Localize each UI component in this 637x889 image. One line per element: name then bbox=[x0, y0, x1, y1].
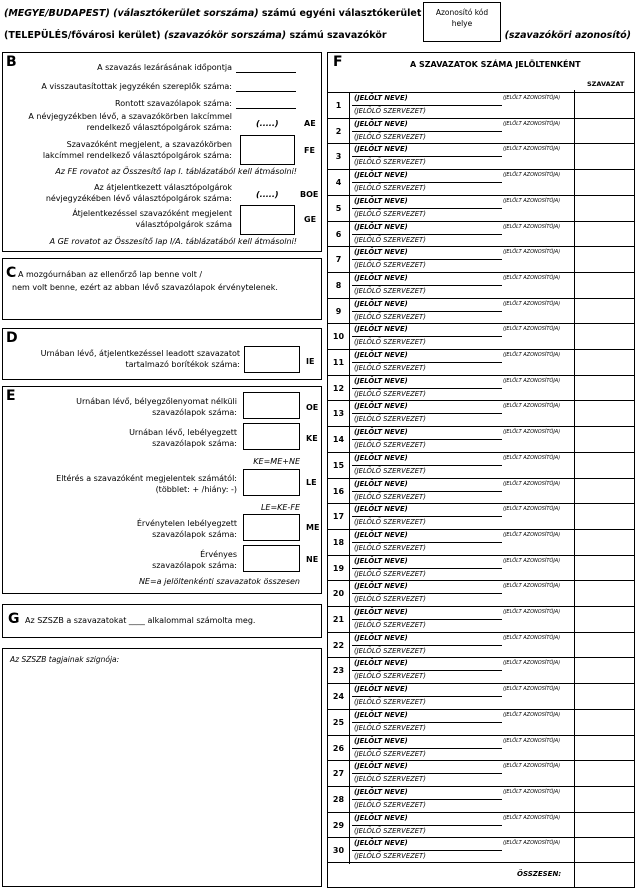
ke-code: KE bbox=[306, 434, 318, 443]
ke-label-1: Urnában lévő, lebélyegzett bbox=[129, 428, 237, 437]
oe-code: OE bbox=[306, 403, 319, 412]
nominating-organization[interactable]: (JELÖLŐ SZERVEZET) bbox=[354, 466, 426, 475]
row-divider bbox=[352, 748, 502, 749]
row-number: 15 bbox=[328, 453, 350, 479]
row-number: 6 bbox=[328, 222, 350, 248]
vote-count-field[interactable] bbox=[574, 350, 635, 376]
nominating-organization[interactable]: (JELÖLŐ SZERVEZET) bbox=[354, 775, 426, 784]
vote-count-field[interactable] bbox=[574, 93, 635, 119]
candidate-name[interactable]: (JELÖLT NEVE) bbox=[354, 762, 408, 771]
id-code-box bbox=[423, 2, 501, 42]
candidate-name[interactable]: (JELÖLT NEVE) bbox=[354, 119, 408, 128]
row-divider bbox=[352, 362, 502, 363]
vote-count-field[interactable] bbox=[574, 376, 635, 402]
me-input-box[interactable] bbox=[243, 514, 300, 541]
candidate-name[interactable]: (JELÖLT NEVE) bbox=[354, 633, 408, 642]
nominating-organization[interactable]: (JELÖLŐ SZERVEZET) bbox=[354, 723, 426, 732]
nominating-organization[interactable]: (JELÖLŐ SZERVEZET) bbox=[354, 132, 426, 141]
candidate-id[interactable]: (JELÖLT AZONOSÍTÓJA) bbox=[503, 326, 561, 333]
vote-count-field[interactable] bbox=[574, 607, 635, 633]
row-divider bbox=[352, 208, 502, 209]
nominating-organization[interactable]: (JELÖLŐ SZERVEZET) bbox=[354, 518, 426, 527]
fe-label-1: Szavazóként megjelent, a szavazókörben bbox=[66, 140, 232, 149]
boe-label-1: Az átjelentkezett választópolgárok bbox=[94, 183, 232, 192]
candidate-row bbox=[328, 529, 635, 555]
ge-code: GE bbox=[304, 215, 317, 224]
vote-count-field[interactable] bbox=[574, 838, 635, 864]
ge-input-box[interactable] bbox=[240, 205, 295, 235]
closing-time-label: A szavazás lezárásának időpontja bbox=[97, 63, 232, 72]
candidate-id[interactable]: (JELÖLT AZONOSÍTÓJA) bbox=[503, 763, 561, 770]
ie-code: IE bbox=[306, 357, 315, 366]
candidate-id[interactable]: (JELÖLT AZONOSÍTÓJA) bbox=[503, 120, 561, 127]
candidate-id[interactable]: (JELÖLT AZONOSÍTÓJA) bbox=[503, 480, 561, 487]
me-label-1: Érvénytelen lebélyegzett bbox=[136, 519, 237, 528]
fe-input-box[interactable] bbox=[240, 135, 295, 165]
vote-count-field[interactable] bbox=[574, 813, 635, 839]
candidate-id[interactable]: (JELÖLT AZONOSÍTÓJA) bbox=[503, 788, 561, 795]
candidate-row bbox=[328, 709, 635, 735]
candidate-id[interactable]: (JELÖLT AZONOSÍTÓJA) bbox=[503, 249, 561, 256]
candidate-name[interactable]: (JELÖLT NEVE) bbox=[354, 94, 408, 102]
row-divider bbox=[352, 388, 502, 389]
candidate-name[interactable]: (JELÖLT NEVE) bbox=[354, 582, 408, 591]
row-number: 23 bbox=[328, 658, 350, 684]
row-divider bbox=[352, 645, 502, 646]
row-number: 10 bbox=[328, 324, 350, 350]
row-divider bbox=[352, 722, 502, 723]
oe-input-box[interactable] bbox=[243, 392, 300, 419]
candidate-name[interactable]: (JELÖLT NEVE) bbox=[354, 453, 408, 462]
candidate-name[interactable]: (JELÖLT NEVE) bbox=[354, 402, 408, 411]
vote-count-field[interactable] bbox=[574, 273, 635, 299]
total-vote-field[interactable] bbox=[575, 863, 634, 887]
nominating-organization[interactable]: (JELÖLŐ SZERVEZET) bbox=[354, 621, 426, 629]
row-divider bbox=[352, 696, 502, 697]
candidate-id[interactable]: (JELÖLT AZONOSÍTÓJA) bbox=[503, 197, 561, 204]
le-input-box[interactable] bbox=[243, 469, 300, 496]
candidate-id[interactable]: (JELÖLT AZONOSÍTÓJA) bbox=[503, 454, 561, 461]
row-number: 19 bbox=[328, 556, 350, 582]
row-number: 26 bbox=[328, 736, 350, 762]
settlement-placeholder: (TELEPÜLÉS/fővárosi kerület) bbox=[4, 30, 161, 41]
nominating-organization[interactable]: (JELÖLŐ SZERVEZET) bbox=[354, 543, 426, 552]
candidate-row bbox=[328, 400, 635, 426]
nominating-organization[interactable]: (JELÖLŐ SZERVEZET) bbox=[354, 826, 426, 835]
spoiled-label: Rontott szavazólapok száma: bbox=[115, 99, 232, 108]
candidate-name[interactable]: (JELÖLT NEVE) bbox=[354, 505, 408, 514]
ae-label-2: rendelkező választópolgárok száma: bbox=[86, 123, 232, 132]
vote-count-field[interactable] bbox=[574, 633, 635, 659]
vote-count-field[interactable] bbox=[574, 427, 635, 453]
candidate-id[interactable]: (JELÖLT AZONOSÍTÓJA) bbox=[503, 274, 561, 281]
row-divider bbox=[352, 311, 502, 312]
candidate-id[interactable]: (JELÖLT AZONOSÍTÓJA) bbox=[503, 377, 561, 384]
row-divider bbox=[352, 568, 502, 569]
ne-label-2: szavazólapok száma: bbox=[152, 561, 237, 570]
row-number: 20 bbox=[328, 581, 350, 607]
nominating-organization[interactable]: (JELÖLŐ SZERVEZET) bbox=[354, 389, 426, 398]
section-c-text-2: nem volt benne, ezért az abban lévő szavazólapok érvénytelenek. bbox=[12, 283, 278, 292]
row-number: 2 bbox=[328, 119, 350, 145]
candidate-id[interactable]: (JELÖLT AZONOSÍTÓJA) bbox=[503, 352, 561, 358]
candidate-row bbox=[328, 323, 635, 349]
candidate-row bbox=[328, 452, 635, 478]
fe-label-2: lakcímmel rendelkező választópolgárok száma: bbox=[42, 151, 232, 160]
section-g-letter: G bbox=[8, 611, 20, 627]
id-box-line-2: helye bbox=[451, 19, 473, 28]
candidate-id[interactable]: (JELÖLT AZONOSÍTÓJA) bbox=[503, 686, 561, 693]
signature-box[interactable] bbox=[2, 648, 322, 887]
candidate-row bbox=[328, 837, 635, 863]
candidate-row bbox=[328, 812, 635, 838]
candidate-id[interactable]: (JELÖLT AZONOSÍTÓJA) bbox=[503, 660, 561, 667]
candidate-row bbox=[328, 786, 635, 812]
nominating-organization[interactable]: (JELÖLŐ SZERVEZET) bbox=[354, 672, 426, 681]
le-label-2: (többlet: + /hiány: -) bbox=[155, 485, 237, 494]
candidate-row bbox=[328, 735, 635, 761]
nominating-organization[interactable]: (JELÖLŐ SZERVEZET) bbox=[354, 415, 426, 424]
row-divider bbox=[352, 182, 502, 183]
candidate-id[interactable]: (JELÖLT AZONOSÍTÓJA) bbox=[503, 737, 561, 744]
ae-value[interactable]: (.....) bbox=[256, 119, 279, 128]
row-divider bbox=[352, 491, 502, 492]
candidate-id[interactable]: (JELÖLT AZONOSÍTÓJA) bbox=[503, 403, 561, 410]
row-divider bbox=[352, 439, 502, 440]
row-number: 25 bbox=[328, 710, 350, 736]
row-divider bbox=[352, 285, 502, 286]
fe-code: FE bbox=[304, 146, 315, 155]
rejected-field[interactable] bbox=[236, 91, 296, 92]
row-divider bbox=[352, 825, 502, 826]
candidate-name[interactable]: (JELÖLT NEVE) bbox=[354, 351, 408, 359]
vote-count-field[interactable] bbox=[574, 196, 635, 222]
nominating-organization[interactable]: (JELÖLŐ SZERVEZET) bbox=[354, 569, 426, 578]
row-number: 22 bbox=[328, 633, 350, 659]
vote-count-field[interactable] bbox=[574, 119, 635, 145]
row-number: 3 bbox=[328, 144, 350, 170]
vote-count-field[interactable] bbox=[574, 504, 635, 530]
candidate-name[interactable]: (JELÖLT NEVE) bbox=[354, 299, 408, 308]
candidate-id[interactable]: (JELÖLT AZONOSÍTÓJA) bbox=[503, 583, 561, 590]
row-number: 11 bbox=[328, 350, 350, 376]
row-divider bbox=[352, 234, 502, 235]
row-divider bbox=[352, 799, 502, 800]
vote-count-field[interactable] bbox=[574, 684, 635, 710]
district-label: számú egyéni választókerület bbox=[261, 8, 422, 19]
nominating-organization[interactable]: (JELÖLŐ SZERVEZET) bbox=[354, 852, 426, 861]
ke-input-box[interactable] bbox=[243, 423, 300, 450]
vote-count-field[interactable] bbox=[574, 324, 635, 350]
row-number: 21 bbox=[328, 607, 350, 633]
vote-count-field[interactable] bbox=[574, 581, 635, 607]
nominating-organization[interactable]: (JELÖLŐ SZERVEZET) bbox=[354, 595, 426, 604]
vote-count-field[interactable] bbox=[574, 736, 635, 762]
candidate-name[interactable]: (JELÖLT NEVE) bbox=[354, 710, 408, 719]
vote-count-field[interactable] bbox=[574, 658, 635, 684]
candidate-row bbox=[328, 92, 635, 118]
ae-code: AE bbox=[304, 119, 316, 128]
candidate-id[interactable]: (JELÖLT AZONOSÍTÓJA) bbox=[503, 711, 561, 718]
ie-input-box[interactable] bbox=[244, 346, 300, 373]
nominating-organization[interactable]: (JELÖLŐ SZERVEZET) bbox=[354, 158, 426, 167]
candidate-name[interactable]: (JELÖLT NEVE) bbox=[354, 556, 408, 565]
candidate-row bbox=[328, 503, 635, 529]
candidate-name[interactable]: (JELÖLT NEVE) bbox=[354, 428, 408, 437]
candidate-row bbox=[328, 246, 635, 272]
oe-label-2: szavazólapok száma: bbox=[152, 408, 237, 417]
vote-count-field[interactable] bbox=[574, 787, 635, 813]
candidate-id[interactable]: (JELÖLT AZONOSÍTÓJA) bbox=[503, 95, 561, 101]
candidate-name[interactable]: (JELÖLT NEVE) bbox=[354, 171, 408, 180]
row-number: 18 bbox=[328, 530, 350, 556]
row-number: 30 bbox=[328, 838, 350, 864]
vote-count-field[interactable] bbox=[574, 479, 635, 505]
nominating-organization[interactable]: (JELÖLŐ SZERVEZET) bbox=[354, 184, 426, 193]
vote-column-header: SZAVAZAT bbox=[587, 80, 625, 88]
row-number: 27 bbox=[328, 761, 350, 787]
candidate-row bbox=[328, 632, 635, 658]
nominating-organization[interactable]: (JELÖLŐ SZERVEZET) bbox=[354, 749, 426, 758]
district-number-placeholder: (választókerület sorszáma) bbox=[113, 8, 259, 19]
nominating-organization[interactable]: (JELÖLŐ SZERVEZET) bbox=[354, 312, 426, 321]
row-number: 13 bbox=[328, 401, 350, 427]
total-label: ÖSSZESEN: bbox=[517, 870, 562, 878]
row-number: 28 bbox=[328, 787, 350, 813]
le-formula: LE=KE-FE bbox=[260, 503, 300, 512]
candidate-id[interactable]: (JELÖLT AZONOSÍTÓJA) bbox=[503, 557, 561, 564]
signature-label: Az SZSZB tagjainak szignója: bbox=[10, 655, 120, 664]
row-divider bbox=[352, 131, 502, 132]
ge-note: A GE rovatot az Összesítő lap I/A. táblázatából kell átmásolni! bbox=[49, 237, 297, 246]
candidate-row bbox=[328, 478, 635, 504]
rejected-label: A visszautasítottak jegyzékén szereplők száma: bbox=[41, 82, 232, 91]
boe-code: BOE bbox=[300, 190, 319, 199]
candidate-name[interactable]: (JELÖLT NEVE) bbox=[354, 608, 408, 616]
section-e-letter: E bbox=[6, 388, 16, 404]
ke-formula: KE=ME+NE bbox=[253, 457, 300, 466]
candidate-row bbox=[328, 169, 635, 195]
candidate-name[interactable]: (JELÖLT NEVE) bbox=[354, 248, 408, 257]
candidate-name[interactable]: (JELÖLT NEVE) bbox=[354, 736, 408, 745]
le-code: LE bbox=[306, 478, 317, 487]
candidate-row bbox=[328, 555, 635, 581]
ae-label-1: A névjegyzékben lévő, a szavazókörben lakcímmel bbox=[28, 112, 232, 121]
vote-count-field[interactable] bbox=[574, 710, 635, 736]
row-number: 8 bbox=[328, 273, 350, 299]
section-f-title: A SZAVAZATOK SZÁMA JELÖLTENKÉNT bbox=[410, 60, 581, 69]
ge-label-1: Átjelentkezéssel szavazóként megjelent bbox=[72, 209, 232, 218]
ne-note: NE=a jelöltenkénti szavazatok összesen bbox=[138, 577, 300, 586]
closing-time-field[interactable] bbox=[236, 72, 296, 73]
polling-station-label: számú szavazókör bbox=[289, 30, 387, 41]
section-g-text: Az SZSZB a szavazatokat ____ alkalommal számolta meg. bbox=[25, 616, 256, 625]
polling-station-id-placeholder: (szavazóköri azonosító) bbox=[504, 30, 631, 41]
section-d-letter: D bbox=[6, 330, 18, 346]
candidate-row bbox=[328, 375, 635, 401]
candidate-id[interactable]: (JELÖLT AZONOSÍTÓJA) bbox=[503, 609, 561, 615]
candidate-id[interactable]: (JELÖLT AZONOSÍTÓJA) bbox=[503, 172, 561, 179]
county-placeholder: (MEGYE/BUDAPEST) bbox=[4, 8, 110, 19]
le-label-1: Eltérés a szavazóként megjelentek számától: bbox=[56, 474, 237, 483]
nominating-organization[interactable]: (JELÖLŐ SZERVEZET) bbox=[354, 646, 426, 655]
nominating-organization[interactable]: (JELÖLŐ SZERVEZET) bbox=[354, 209, 426, 218]
ge-label-2: választópolgárok száma bbox=[135, 220, 232, 229]
nominating-organization[interactable]: (JELÖLŐ SZERVEZET) bbox=[354, 364, 426, 372]
candidate-row bbox=[328, 426, 635, 452]
vote-count-field[interactable] bbox=[574, 556, 635, 582]
candidate-name[interactable]: (JELÖLT NEVE) bbox=[354, 659, 408, 668]
nominating-organization[interactable]: (JELÖLŐ SZERVEZET) bbox=[354, 492, 426, 501]
candidate-row bbox=[328, 298, 635, 324]
candidate-name[interactable]: (JELÖLT NEVE) bbox=[354, 479, 408, 488]
candidate-name[interactable]: (JELÖLT NEVE) bbox=[354, 787, 408, 796]
row-divider bbox=[352, 619, 502, 620]
row-number: 24 bbox=[328, 684, 350, 710]
boe-label-2: névjegyzékében lévő választópolgárok száma: bbox=[45, 194, 232, 203]
oe-label-1: Urnában lévő, bélyegzőlenyomat nélküli bbox=[76, 397, 237, 406]
candidate-name[interactable]: (JELÖLT NEVE) bbox=[354, 145, 408, 154]
candidate-row bbox=[328, 657, 635, 683]
nominating-organization[interactable]: (JELÖLŐ SZERVEZET) bbox=[354, 800, 426, 809]
row-divider bbox=[352, 105, 502, 106]
candidate-row bbox=[328, 143, 635, 169]
nominating-organization[interactable]: (JELÖLŐ SZERVEZET) bbox=[354, 261, 426, 270]
nominating-organization[interactable]: (JELÖLŐ SZERVEZET) bbox=[354, 286, 426, 295]
vote-count-field[interactable] bbox=[574, 530, 635, 556]
vote-count-field[interactable] bbox=[574, 247, 635, 273]
vote-count-field[interactable] bbox=[574, 453, 635, 479]
ne-label-1: Érvényes bbox=[200, 550, 237, 559]
section-c-text-1: A mozgóurnában az ellenőrző lap benne volt / bbox=[18, 270, 203, 279]
vote-count-field[interactable] bbox=[574, 401, 635, 427]
candidate-row bbox=[328, 221, 635, 247]
candidate-row bbox=[328, 272, 635, 298]
candidate-row bbox=[328, 580, 635, 606]
id-box-line-1: Azonosító kód bbox=[435, 8, 489, 17]
nominating-organization[interactable]: (JELÖLŐ SZERVEZET) bbox=[354, 235, 426, 244]
polling-station-number-placeholder: (szavazókör sorszáma) bbox=[163, 30, 287, 41]
header-line-2 bbox=[4, 30, 387, 41]
boe-value[interactable]: (.....) bbox=[256, 190, 279, 199]
nominating-organization[interactable]: (JELÖLŐ SZERVEZET) bbox=[354, 338, 426, 347]
ne-input-box[interactable] bbox=[243, 545, 300, 572]
candidate-name[interactable]: (JELÖLT NEVE) bbox=[354, 273, 408, 282]
ie-label-2: tartalmazó borítékok száma: bbox=[125, 360, 240, 369]
fe-note: Az FE rovatot az Összesítő lap I. táblázatából kell átmásolni! bbox=[55, 167, 297, 176]
vote-count-field[interactable] bbox=[574, 144, 635, 170]
vote-count-field[interactable] bbox=[574, 222, 635, 248]
row-number: 12 bbox=[328, 376, 350, 402]
nominating-organization[interactable]: (JELÖLŐ SZERVEZET) bbox=[354, 107, 426, 115]
candidate-row bbox=[328, 760, 635, 786]
me-code: ME bbox=[306, 523, 320, 532]
row-number: 29 bbox=[328, 813, 350, 839]
candidate-name[interactable]: (JELÖLT NEVE) bbox=[354, 196, 408, 205]
vote-count-field[interactable] bbox=[574, 170, 635, 196]
ie-label-1: Urnában lévő, átjelentkezéssel leadott szavazatot bbox=[40, 349, 240, 358]
candidate-id[interactable]: (JELÖLT AZONOSÍTÓJA) bbox=[503, 146, 561, 153]
candidate-id[interactable]: (JELÖLT AZONOSÍTÓJA) bbox=[503, 223, 561, 230]
row-number: 7 bbox=[328, 247, 350, 273]
candidate-id[interactable]: (JELÖLT AZONOSÍTÓJA) bbox=[503, 634, 561, 641]
candidate-name[interactable]: (JELÖLT NEVE) bbox=[354, 685, 408, 694]
vote-count-field[interactable] bbox=[574, 761, 635, 787]
candidate-row bbox=[328, 683, 635, 709]
row-number: 9 bbox=[328, 299, 350, 325]
candidate-name[interactable]: (JELÖLT NEVE) bbox=[354, 376, 408, 385]
candidate-row bbox=[328, 606, 635, 632]
candidate-row bbox=[328, 195, 635, 221]
section-b-letter: B bbox=[6, 54, 17, 70]
spoiled-field[interactable] bbox=[236, 108, 296, 109]
candidate-name[interactable]: (JELÖLT NEVE) bbox=[354, 839, 408, 848]
row-number: 1 bbox=[328, 93, 350, 119]
ke-label-2: szavazólapok száma: bbox=[152, 439, 237, 448]
nominating-organization[interactable]: (JELÖLŐ SZERVEZET) bbox=[354, 441, 426, 450]
row-number: 16 bbox=[328, 479, 350, 505]
ne-code: NE bbox=[306, 555, 319, 564]
candidate-id[interactable]: (JELÖLT AZONOSÍTÓJA) bbox=[503, 531, 561, 538]
vote-count-field[interactable] bbox=[574, 299, 635, 325]
row-number: 14 bbox=[328, 427, 350, 453]
row-divider bbox=[352, 465, 502, 466]
candidate-id[interactable]: (JELÖLT AZONOSÍTÓJA) bbox=[503, 429, 561, 436]
candidate-id[interactable]: (JELÖLT AZONOSÍTÓJA) bbox=[503, 840, 561, 847]
candidate-name[interactable]: (JELÖLT NEVE) bbox=[354, 325, 408, 334]
candidate-id[interactable]: (JELÖLT AZONOSÍTÓJA) bbox=[503, 506, 561, 513]
candidate-name[interactable]: (JELÖLT NEVE) bbox=[354, 530, 408, 539]
candidate-id[interactable]: (JELÖLT AZONOSÍTÓJA) bbox=[503, 814, 561, 821]
row-number: 17 bbox=[328, 504, 350, 530]
me-label-2: szavazólapok száma: bbox=[152, 530, 237, 539]
candidate-row bbox=[328, 118, 635, 144]
candidate-name[interactable]: (JELÖLT NEVE) bbox=[354, 813, 408, 822]
candidate-name[interactable]: (JELÖLT NEVE) bbox=[354, 222, 408, 231]
section-c-letter: C bbox=[6, 265, 17, 281]
row-number: 5 bbox=[328, 196, 350, 222]
section-f-letter: F bbox=[333, 54, 343, 70]
nominating-organization[interactable]: (JELÖLŐ SZERVEZET) bbox=[354, 698, 426, 707]
row-divider bbox=[352, 542, 502, 543]
header-line-1 bbox=[4, 8, 421, 19]
row-number: 4 bbox=[328, 170, 350, 196]
candidate-row bbox=[328, 349, 635, 375]
candidate-id[interactable]: (JELÖLT AZONOSÍTÓJA) bbox=[503, 300, 561, 307]
